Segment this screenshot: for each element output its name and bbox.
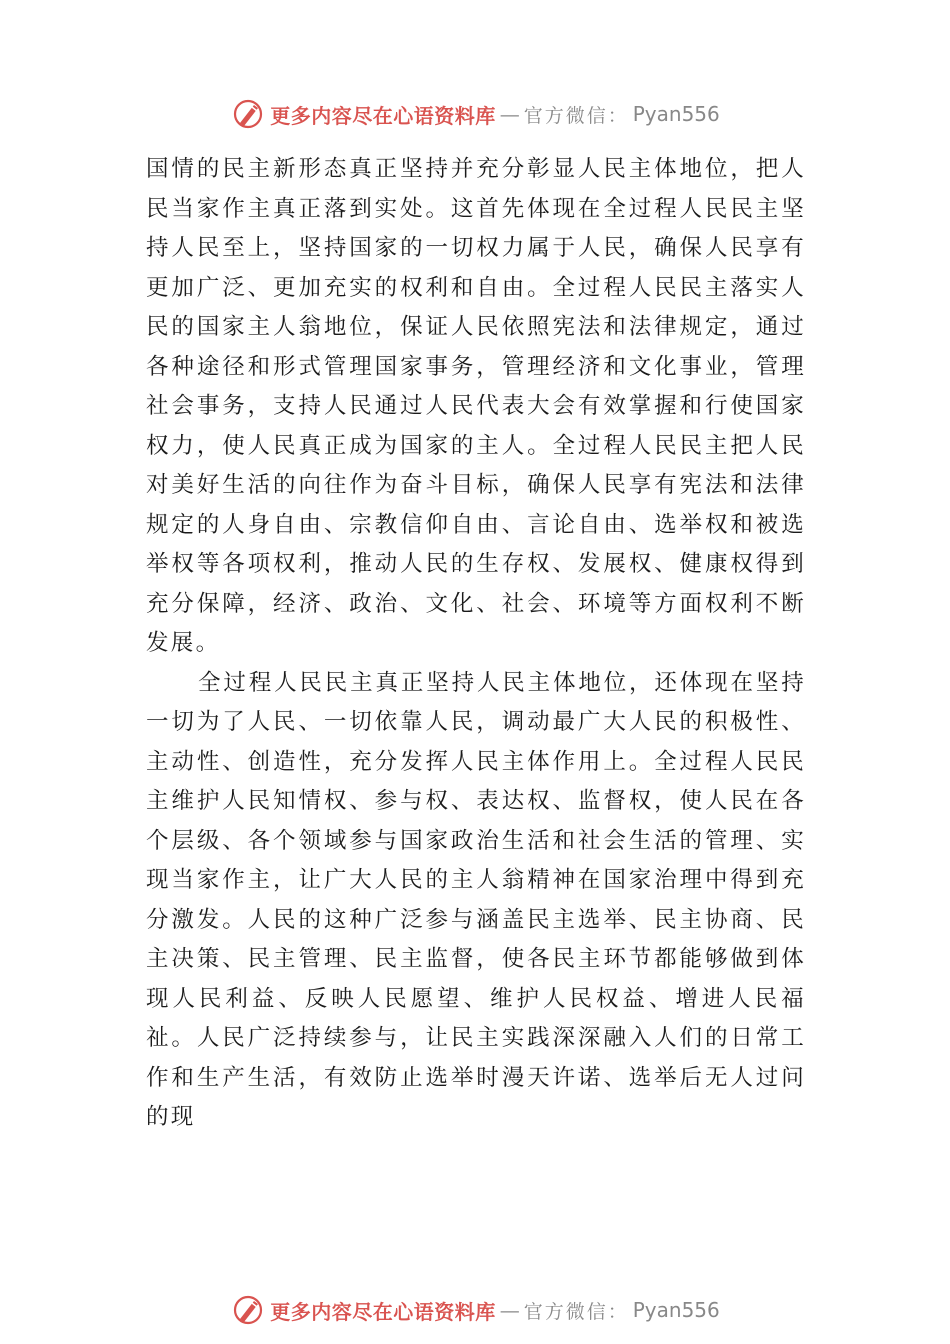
wechat-id: Pyan556 <box>632 102 720 126</box>
header-banner <box>0 94 950 134</box>
wechat-id: Pyan556 <box>632 1298 720 1322</box>
pen-nib-circle-icon <box>230 1292 266 1328</box>
site-slogan: 更多内容尽在心语资料库 <box>270 103 496 128</box>
banner-dash: — <box>499 102 520 126</box>
wechat-label: 官方微信： <box>523 1300 629 1323</box>
site-slogan: 更多内容尽在心语资料库 <box>270 1299 496 1324</box>
paragraph-2: 全过程人民民主真正坚持人民主体地位，还体现在坚持一切为了人民、一切依靠人民，调动最广大人民的积极性、主动性、创造性，充分发挥人民主体作用上。全过程人民民主维护人民知情权、参与权、表达权、监督权，使人民在各个层级、各个领域参与国家政治生活和社会生活的管理、实现当家作主，让广大人民的主人翁精神在国家治理中得到充分激发。人民的这种广泛参与涵盖民主选举、民主协商、民主决策、民主管理、民主监督，使各民主环节都能够做到体现人民利益、反映人民愿望、维护人民权益、增进人民福祉。人民广泛持续参与，让民主实践深深融入人们的日常工作和生产生活，有效防止选举时漫天许诺、选举后无人过问的现 <box>146 669 806 1130</box>
pen-nib-circle-icon <box>230 96 266 132</box>
paragraph-1: 国情的民主新形态真正坚持并充分彰显人民主体地位，把人民当家作主真正落到实处。这首先体现在全过程人民民主坚持人民至上，坚持国家的一切权力属于人民，确保人民享有更加广泛、更加充实的权利和自由。全过程人民民主落实人民的国家主人翁地位，保证人民依照宪法和法律规定，通过各种途径和形式管理国家事务，管理经济和文化事业，管理社会事务，支持人民通过人民代表大会有效掌握和行使国家权力，使人民真正成为国家的主人。全过程人民民主把人民对美好生活的向往作为奋斗目标，确保人民享有宪法和法律规定的人身自由、宗教信仰自由、言论自由、选举权和被选举权等各项权利，推动人民的生存权、发展权、健康权得到充分保障，经济、政治、文化、社会、环境等方面权利不断发展。 <box>146 156 806 656</box>
wechat-label: 官方微信： <box>523 104 629 127</box>
document-body <box>146 150 806 1138</box>
banner-dash: — <box>499 1298 520 1322</box>
footer-banner <box>0 1290 950 1330</box>
